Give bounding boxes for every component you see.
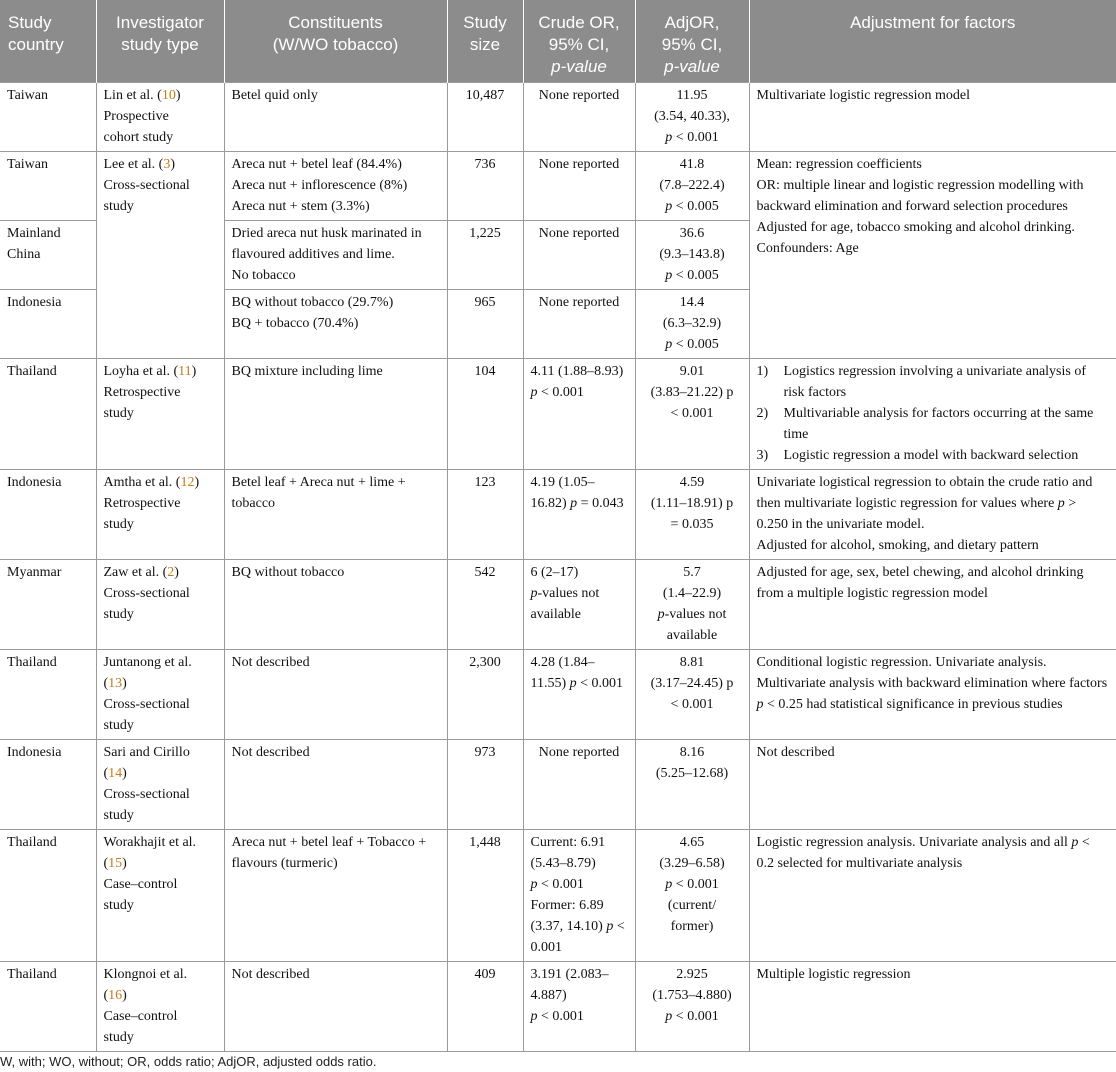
- cell-constituents: Areca nut + betel leaf (84.4%) Areca nut + inflorescence (8%) Areca nut + stem (3.3%): [224, 152, 447, 221]
- cell-investigator: Lin et al. (10) Prospective cohort study: [96, 83, 224, 152]
- cell-crude-or: None reported: [523, 221, 635, 290]
- cell-country: Indonesia: [0, 290, 96, 359]
- cell-country: Thailand: [0, 650, 96, 740]
- cell-crude-or: 4.11 (1.88–8.93) p < 0.001: [523, 359, 635, 470]
- cell-adjustment: Multiple logistic regression: [749, 962, 1116, 1052]
- cell-adj-or: 4.59 (1.11–18.91) p = 0.035: [635, 470, 749, 560]
- cell-adj-or: 41.8 (7.8–222.4) p < 0.005: [635, 152, 749, 221]
- cell-investigator: Amtha et al. (12) Retrospective study: [96, 470, 224, 560]
- cell-adjustment: Univariate logistical regression to obtain the crude ratio and then multivariate logistic regression for values where p > 0.250 in the univariate model. Adjusted for alcohol, smoking, and dietary pattern: [749, 470, 1116, 560]
- cell-constituents: Dried areca nut husk marinated in flavoured additives and lime. No tobacco: [224, 221, 447, 290]
- cell-adj-or: 11.95 (3.54, 40.33), p < 0.001: [635, 83, 749, 152]
- cell-constituents: Betel quid only: [224, 83, 447, 152]
- cell-country: Indonesia: [0, 470, 96, 560]
- cell-adjustment: Conditional logistic regression. Univariate analysis. Multivariate analysis with backward elimination where factors p < 0.25 had statistical significance in previous studies: [749, 650, 1116, 740]
- cell-study-size: 1,225: [447, 221, 523, 290]
- cell-investigator: Zaw et al. (2) Cross-sectional study: [96, 560, 224, 650]
- table-header-row: [0, 0, 1116, 83]
- table-row: [0, 650, 1116, 740]
- cell-study-size: 973: [447, 740, 523, 830]
- reference-link[interactable]: 3: [163, 157, 171, 172]
- header-crude-or: Crude OR, 95% CI, p-value: [523, 0, 635, 83]
- numbered-item: 1) Logistics regression involving a univariate analysis of risk factors: [756, 364, 1086, 400]
- table-row: [0, 470, 1116, 560]
- cell-adjustment: Adjusted for age, sex, betel chewing, and alcohol drinking from a multiple logistic regression model: [749, 560, 1116, 650]
- cell-adj-or: 2.925 (1.753–4.880) p < 0.001: [635, 962, 749, 1052]
- cell-adj-or: 4.65 (3.29–6.58) p < 0.001 (current/ former): [635, 830, 749, 962]
- reference-link[interactable]: 16: [108, 988, 123, 1003]
- cell-crude-or: None reported: [523, 740, 635, 830]
- reference-link[interactable]: 10: [161, 88, 176, 103]
- cell-country: Thailand: [0, 359, 96, 470]
- numbered-item: 2) Multivariable analysis for factors occurring at the same time: [756, 406, 1094, 442]
- cell-study-size: 409: [447, 962, 523, 1052]
- cell-study-size: 123: [447, 470, 523, 560]
- cell-adjustment: Multivariate logistic regression model: [749, 83, 1116, 152]
- reference-link[interactable]: 12: [180, 475, 195, 490]
- cell-adj-or: 8.16 (5.25–12.68): [635, 740, 749, 830]
- cell-crude-or: 3.191 (2.083–4.887) p < 0.001: [523, 962, 635, 1052]
- reference-link[interactable]: 13: [108, 676, 123, 691]
- cell-crude-or: 4.28 (1.84–11.55) p < 0.001: [523, 650, 635, 740]
- cell-adjustment: Mean: regression coefficients OR: multiple linear and logistic regression modelling with backward elimination and forward selection procedures Adjusted for age, tobacco smoking and alcohol drinking. Confounders: Age: [749, 152, 1116, 359]
- cell-adjustment: Logistic regression analysis. Univariate analysis and all p < 0.2 selected for multivariate analysis: [749, 830, 1116, 962]
- cell-crude-or: 6 (2–17) p-values not available: [523, 560, 635, 650]
- cell-investigator: Worakhajit et al. (15) Case–control study: [96, 830, 224, 962]
- cell-constituents: Not described: [224, 740, 447, 830]
- cell-country: Taiwan: [0, 152, 96, 221]
- cell-adj-or: 9.01 (3.83–21.22) p < 0.001: [635, 359, 749, 470]
- cell-crude-or: 4.19 (1.05–16.82) p = 0.043: [523, 470, 635, 560]
- cell-country: Thailand: [0, 830, 96, 962]
- cell-investigator: Sari and Cirillo (14) Cross-sectional study: [96, 740, 224, 830]
- cell-crude-or: None reported: [523, 83, 635, 152]
- cell-study-size: 1,448: [447, 830, 523, 962]
- cell-constituents: Not described: [224, 650, 447, 740]
- header-investigator: Investigator study type: [96, 0, 224, 83]
- cell-country: Taiwan: [0, 83, 96, 152]
- cell-constituents: BQ without tobacco: [224, 560, 447, 650]
- numbered-item: 3) Logistic regression a model with backward selection: [756, 448, 1079, 463]
- cell-constituents: BQ without tobacco (29.7%) BQ + tobacco (70.4%): [224, 290, 447, 359]
- cell-adj-or: 14.4 (6.3–32.9) p < 0.005: [635, 290, 749, 359]
- reference-link[interactable]: 15: [108, 856, 123, 871]
- cell-study-size: 10,487: [447, 83, 523, 152]
- header-constituents: Constituents (W/WO tobacco): [224, 0, 447, 83]
- header-adj-or: AdjOR, 95% CI, p-value: [635, 0, 749, 83]
- cell-investigator: Klongnoi et al. (16) Case–control study: [96, 962, 224, 1052]
- header-study-size: Study size: [447, 0, 523, 83]
- header-adjustment: Adjustment for factors: [749, 0, 1116, 83]
- cell-investigator: Lee et al. (3) Cross-sectional study: [96, 152, 224, 359]
- cell-constituents: Betel leaf + Areca nut + lime + tobacco: [224, 470, 447, 560]
- cell-study-size: 965: [447, 290, 523, 359]
- cell-adjustment: Not described: [749, 740, 1116, 830]
- table-row: [0, 962, 1116, 1052]
- cell-study-size: 736: [447, 152, 523, 221]
- cell-crude-or: Current: 6.91 (5.43–8.79) p < 0.001 Former: 6.89 (3.37, 14.10) p < 0.001: [523, 830, 635, 962]
- cell-adj-or: 5.7 (1.4–22.9) p-values not available: [635, 560, 749, 650]
- cell-country: Myanmar: [0, 560, 96, 650]
- cell-adj-or: 36.6 (9.3–143.8) p < 0.005: [635, 221, 749, 290]
- cell-country: Thailand: [0, 962, 96, 1052]
- reference-link[interactable]: 2: [167, 565, 175, 580]
- cell-crude-or: None reported: [523, 290, 635, 359]
- cell-country: Mainland China: [0, 221, 96, 290]
- cell-investigator: Juntanong et al. (13) Cross-sectional study: [96, 650, 224, 740]
- table-footnote: W, with; WO, without; OR, odds ratio; AdjOR, adjusted odds ratio.: [0, 1054, 377, 1069]
- table-row: [0, 740, 1116, 830]
- cell-study-size: 2,300: [447, 650, 523, 740]
- cell-adj-or: 8.81 (3.17–24.45) p < 0.001: [635, 650, 749, 740]
- table-row: [0, 359, 1116, 470]
- cell-crude-or: None reported: [523, 152, 635, 221]
- cell-country: Indonesia: [0, 740, 96, 830]
- cell-study-size: 104: [447, 359, 523, 470]
- cell-study-size: 542: [447, 560, 523, 650]
- reference-link[interactable]: 14: [108, 766, 123, 781]
- cell-investigator: Loyha et al. (11) Retrospective study: [96, 359, 224, 470]
- table-row: [0, 830, 1116, 962]
- header-study-country: Study country: [0, 0, 96, 83]
- cell-constituents: Areca nut + betel leaf + Tobacco + flavours (turmeric): [224, 830, 447, 962]
- cell-adjustment: [749, 359, 1116, 470]
- table-row: [0, 152, 1116, 221]
- reference-link[interactable]: 11: [178, 364, 192, 379]
- table-row: [0, 560, 1116, 650]
- table-row: [0, 83, 1116, 152]
- cell-constituents: BQ mixture including lime: [224, 359, 447, 470]
- cell-constituents: Not described: [224, 962, 447, 1052]
